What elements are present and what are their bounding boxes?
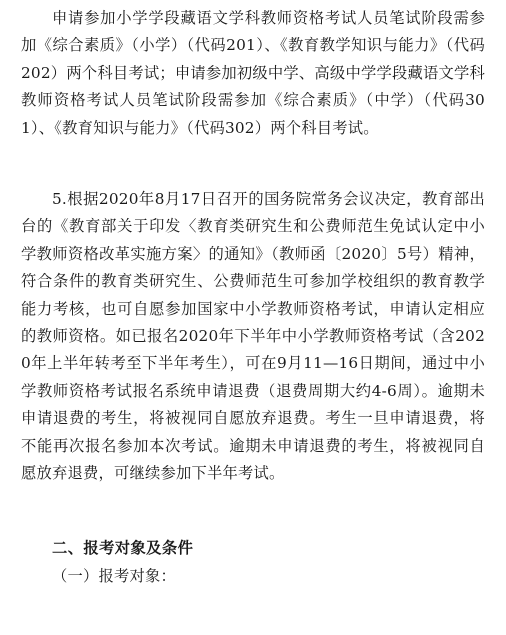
subsection-heading: （一）报考对象：: [52, 567, 176, 585]
section-heading: 二、报考对象及条件: [52, 539, 194, 557]
paragraph-item-5-refund: 5.根据2020年8月17日召开的国务院常务会议决定，教育部出台的《教育部关于印发〈教育类研究生和公费师范生免试认定中小学教师资格改革实施方案〉的通知》（教师函〔2020〕5号）精神，符合条件的教育类研究生、公费师范生可参加学校组织的教育教学能力考核，也可自愿参加国家中小学教师资格考试，申请认定相应的教师资格。如已报名2020年下半年中小学教师资格考试（含2020年上半年转考至下半年考生），可在9月11—16日期间，通过中小学教师资格考试报名系统申请退费（退费周期大约4-6周）。逾期未申请退费的考生，将被视同自愿放弃退费。考生一旦申请退费，将不能再次报名参加本次考试。逾期未申请退费的考生，将被视同自愿放弃退费，可继续参加下半年考试。: [21, 190, 485, 483]
paragraph-exam-subjects: 申请参加小学学段藏语文学科教师资格考试人员笔试阶段需参加《综合素质》（小学）（代码201）、《教育教学知识与能力》（代码202）两个科目考试；申请参加初级中学、高级中学学段藏语文学科教师资格考试人员笔试阶段需参加《综合素质》（中学）（代码301）、《教育知识与能力》（代码302）两个科目考试。: [21, 9, 485, 137]
